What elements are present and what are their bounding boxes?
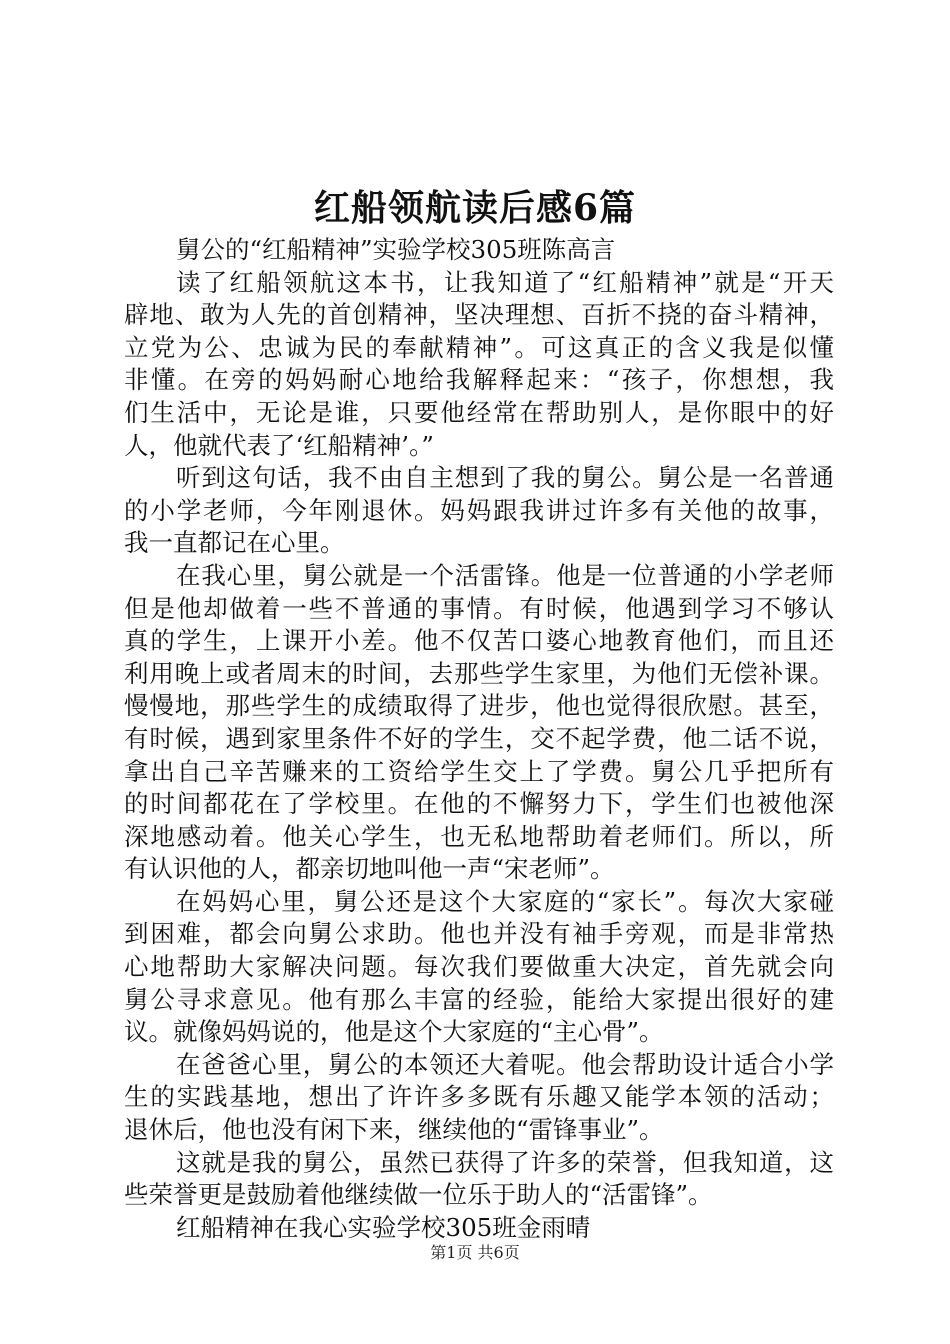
- text-line: 舅公寻求意见。他有那么丰富的经验，能给大家提出很好的建: [124, 984, 834, 1014]
- document-title: 红船领航读后感6篇: [313, 187, 637, 229]
- text-line: 生的实践基地，想出了许许多多既有乐趣又能学本领的活动；: [124, 1082, 834, 1112]
- text-line: 的时间都花在了学校里。在他的不懈努力下，学生们也被他深: [124, 789, 834, 819]
- text-line: 有认识他的人，都亲切地叫他一声“宋老师”。: [124, 854, 615, 884]
- text-line: 在我心里，舅公就是一个活雷锋。他是一位普通的小学老师: [176, 560, 834, 590]
- text-line: 议。就像妈妈说的，他是这个大家庭的“主心骨”。: [124, 1017, 664, 1047]
- text-line: 人，他就代表了‘红船精神’。”: [124, 430, 434, 460]
- text-line: 深地感动着。他关心学生，也无私地帮助着老师们。所以，所: [124, 821, 834, 851]
- text-line: 退休后，他也没有闲下来，继续他的“雷锋事业”。: [124, 1115, 664, 1145]
- text-line: 心地帮助大家解决问题。每次我们要做重大决定，首先就会向: [124, 952, 834, 982]
- text-line: 我一直都记在心里。: [124, 528, 345, 558]
- text-line: 真的学生，上课开小差。他不仅苦口婆心地教育他们，而且还: [124, 626, 834, 656]
- document-body: [124, 234, 834, 1244]
- text-line: 有时候，遇到家里条件不好的学生，交不起学费，他二话不说，: [124, 723, 834, 753]
- text-line: 们生活中，无论是谁，只要他经常在帮助别人，是你眼中的好: [124, 397, 834, 427]
- text-line: 红船精神在我心实验学校305班金雨晴: [176, 1212, 591, 1242]
- text-line: 读了红船领航这本书，让我知道了“红船精神”就是“开天: [176, 267, 834, 297]
- text-line: 利用晚上或者周末的时间，去那些学生家里，为他们无偿补课。: [124, 658, 834, 688]
- text-line: 在妈妈心里，舅公还是这个大家庭的“家长”。每次大家碰: [176, 886, 834, 916]
- text-line: 拿出自己辛苦赚来的工资给学生交上了学费。舅公几乎把所有: [124, 756, 834, 786]
- text-line: 慢慢地，那些学生的成绩取得了进步，他也觉得很欣慰。甚至，: [124, 691, 834, 721]
- text-line: 在爸爸心里，舅公的本领还大着呢。他会帮助设计适合小学: [176, 1049, 834, 1079]
- text-line: 非懂。在旁的妈妈耐心地给我解释起来：“孩子，你想想，我: [124, 365, 834, 395]
- text-line: 立党为公、忠诚为民的奉献精神”。可这真正的含义我是似懂: [124, 332, 834, 362]
- text-line: 舅公的“红船精神”实验学校305班陈高言: [176, 235, 616, 264]
- text-line: 到困难，都会向舅公求助。他也并没有袖手旁观，而是非常热: [124, 919, 834, 949]
- text-line: 的小学老师，今年刚退休。妈妈跟我讲过许多有关他的故事，: [124, 495, 834, 525]
- text-line: 听到这句话，我不由自主想到了我的舅公。舅公是一名普通: [176, 463, 834, 493]
- page-footer: 第1页 共6页: [430, 1243, 520, 1262]
- text-line: 这就是我的舅公，虽然已获得了许多的荣誉，但我知道，这: [176, 1147, 834, 1177]
- text-line: 但是他却做着一些不普通的事情。有时候，他遇到学习不够认: [124, 593, 834, 623]
- text-line: 辟地、敢为人先的首创精神，坚决理想、百折不挠的奋斗精神，: [124, 300, 834, 330]
- text-line: 些荣誉更是鼓励着他继续做一位乐于助人的“活雷锋”。: [124, 1180, 713, 1210]
